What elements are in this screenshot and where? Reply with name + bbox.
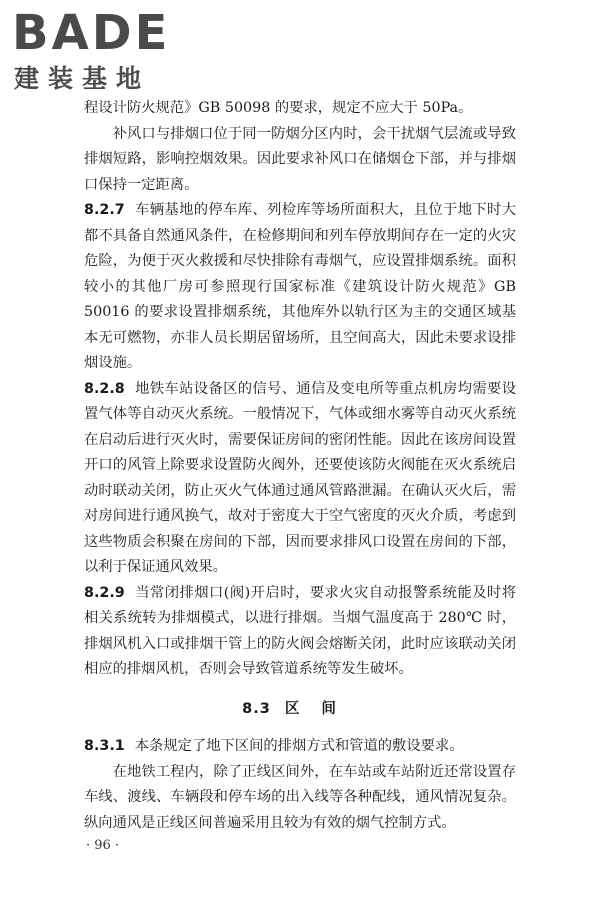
paragraph-text: 在地铁工程内，除了正线区间外，在车站或车站附近还常设置存车线、渡线、车辆段和停车场的出入线等各种配线，通风情况复杂。纵向通风是正线区间普遍采用且较为有效的烟气控制方式。: [84, 763, 516, 831]
clause-text: 地铁车站设备区的信号、通信及变电所等重点机房均需要设置气体等自动灭火系统。一般情况下，气体或细水雾等自动灭火系统在启动后进行灭火时，需要保证房间的密闭性能。因此在该房间设置开口的风管上除要求设置防火阀外，还要使该防火阀能在灭火系统启动时联动关闭，防止灭火气体通过通风管路泄漏。在确认灭火后，需对房间进行通风换气，故对于密度大于空气密度的灭火介质，考虑到这些物质会积聚在房间的下部，因而要求排风口设置在房间的下部，以利于保证通风效果。: [84, 380, 516, 575]
clause-number: 8.2.7: [84, 202, 125, 218]
clause-number: 8.2.8: [84, 380, 125, 397]
clause-text: 本条规定了地下区间的排烟方式和管道的敷设要求。: [134, 738, 464, 754]
clause-text: 当常闭排烟口(阀)开启时，要求火灾自动报警系统能及时将相关系统转为排烟模式，以进行排烟。当烟气温度高于 280℃ 时，排烟风机入口或排烟干管上的防火阀会熔断关闭，此时应该联动关闭相应的排烟风机，否则会导致管道系统等发生破坏。: [84, 584, 516, 677]
section-number: 8.3: [242, 700, 271, 717]
document-body: [84, 96, 516, 836]
clause-8-2-9: [84, 581, 516, 683]
brand-logo: [12, 6, 187, 98]
clause-number: 8.2.9: [84, 584, 125, 601]
section-title: 区间: [284, 700, 358, 717]
clause-number: 8.3.1: [84, 738, 125, 754]
paragraph-longitudinal-ventilation: [84, 760, 516, 837]
clause-text: 车辆基地的停车库、列检库等场所面积大，且位于地下时大都不具备自然通风条件，在检修期间和列车停放期间存在一定的火灾危险，为便于灭火救援和尽快排除有毒烟气，应设置排烟系统。面积较小的其他厂房可参照现行国家标准《建筑设计防火规范》GB 50016 的要求设置排烟系统，其他库外以轨行区为主的交通区域基本无可燃物，亦非人员长期居留场所，且空间高大，因此未要求设排烟设施。: [84, 202, 516, 371]
section-heading: [84, 697, 516, 723]
clause-8-2-7: [84, 198, 516, 377]
paragraph-continuation: [84, 96, 516, 122]
logo-latin-text: BADE: [12, 5, 171, 61]
logo-chinese-text: 建装基地: [14, 64, 151, 93]
paragraph-text: 程设计防火规范》GB 50098 的要求，规定不应大于 50Pa。: [84, 100, 473, 116]
paragraph-text: 补风口与排烟口位于同一防烟分区内时，会干扰烟气层流或导致排烟短路，影响控烟效果。因此要求补风口在储烟仓下部，并与排烟口保持一定距离。: [84, 125, 516, 193]
paragraph-air-supply: [84, 122, 516, 199]
clause-8-2-8: [84, 377, 516, 581]
page-number: · 96 ·: [86, 838, 120, 853]
clause-8-3-1: [84, 734, 516, 760]
